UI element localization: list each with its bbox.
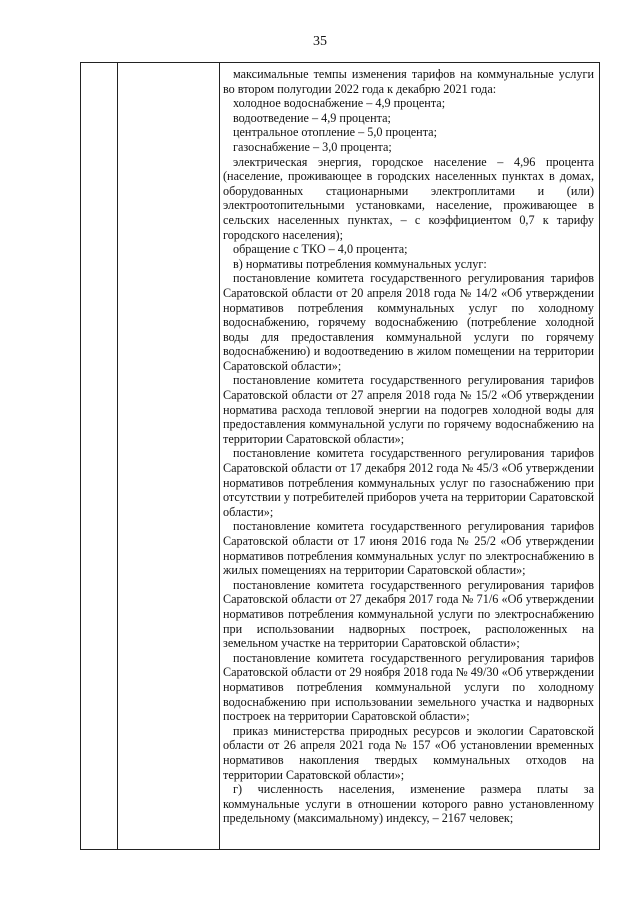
paragraph: г) численность населения, изменение размера платы за коммунальные услуги в отношении которого равно установленному предельному (максимальному) индексу, – 2167 человек; [223, 782, 594, 826]
paragraph: постановление комитета государственного регулирования тарифов Саратовской области от 29 ноября 2018 года № 49/30 «Об утверждении нормативов потребления коммунальной услуги по холодному водоснабжению при использовании земельного участка и надворных построек на территории Саратовской области»; [223, 650, 594, 724]
text-column [223, 67, 594, 826]
paragraph: газоснабжение – 3,0 процента; [233, 139, 392, 154]
paragraph: холодное водоснабжение – 4,9 процента; [233, 96, 446, 111]
column-divider [219, 63, 220, 849]
paragraph: постановление комитета государственного регулирования тарифов Саратовской области от 20 апреля 2018 года № 14/2 «Об утверждении нормативов потребления коммунальных услуг по холодному водоснабжению, горячему водоснабжению (потребление холодной воды для предоставления коммунальной услуги по горячему водоснабжению) и водоотведению в жилом помещении на территории Саратовской области»; [223, 271, 594, 373]
paragraph: постановление комитета государственного регулирования тарифов Саратовской области от 17 декабря 2012 года № 45/3 «Об утверждении нормативов потребления коммунальных услуг по газоснабжению при отсутствии у потребителей приборов учета на территории Саратовской области»; [223, 446, 594, 519]
paragraph: постановление комитета государственного регулирования тарифов Саратовской области от 27 апреля 2018 года № 15/2 «Об утверждении норматива расхода тепловой энергии на подогрев холодной воды для предоставления коммунальной услуги по горячему водоснабжению на территории Саратовской области»; [223, 373, 594, 446]
paragraph: электрическая энергия, городское население – 4,96 процента (население, проживающее в городских населенных пунктах в домах, оборудованных стационарными электроплитами и (или) электроотопительными установками, население, проживающее в сельских населенных пунктах, – с коэффициентом 0,7 к тарифу городского населения); [223, 154, 594, 242]
document-table [80, 62, 600, 850]
page-number: 35 [313, 34, 327, 49]
paragraph: обращение с ТКО – 4,0 процента; [233, 242, 408, 257]
column-divider [117, 63, 118, 849]
paragraph: постановление комитета государственного регулирования тарифов Саратовской области от 27 декабря 2017 года № 71/6 «Об утверждении нормативов потребления коммунальной услуги по электроснабжению при использовании надворных построек, расположенных на земельном участке на территории Саратовской области»; [223, 577, 594, 651]
paragraph: постановление комитета государственного регулирования тарифов Саратовской области от 17 июня 2016 года № 25/2 «Об утверждении нормативов потребления коммунальных услуг по электроснабжению в жилых помещениях на территории Саратовской области»; [223, 519, 594, 578]
paragraph: центральное отопление – 5,0 процента; [233, 125, 437, 140]
paragraph: максимальные темпы изменения тарифов на коммунальные услуги во втором полугодии 2022 года к декабрю 2021 года: [223, 67, 594, 96]
paragraph: приказ министерства природных ресурсов и экологии Саратовской области от 26 апреля 2021 года № 157 «Об установлении временных нормативов накопления твердых коммунальных отходов на территории Саратовской области»; [223, 723, 594, 782]
paragraph: в) нормативы потребления коммунальных услуг: [233, 256, 487, 271]
paragraph: водоотведение – 4,9 процента; [233, 110, 391, 125]
